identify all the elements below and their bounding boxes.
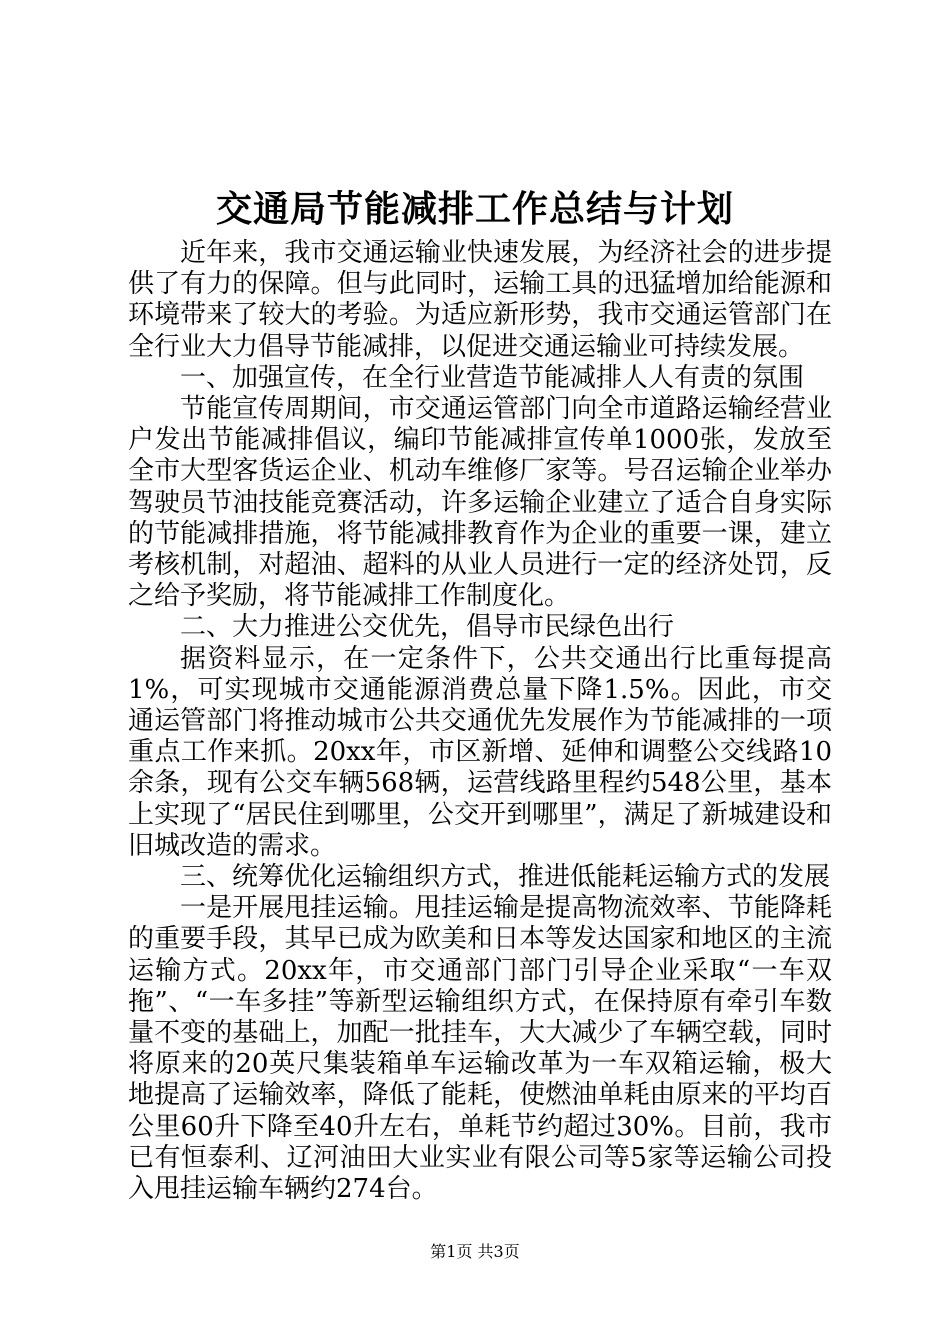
section-heading-2: 二、大力推进公交优先，倡导市民绿色出行 [180,612,675,643]
paragraph-intro: 近年来，我市交通运输业快速发展，为经济社会的进步提供了有力的保障。但与此同时，运输工具的迅猛增加给能源和环境带来了较大的考验。为适应新形势，我市交通运管部门在全行业大力倡导节能减排，以促进交通运输业可持续发展。 [128,238,832,362]
paragraph-section-3: 一是开展甩挂运输。甩挂运输是提高物流效率、节能降耗的重要手段，其早已成为欧美和日本等发达国家和地区的主流运输方式。20xx年，市交通部门部门引导企业采取“一车双拖”、“一车多挂”等新型运输组织方式，在保持原有牵引车数量不变的基础上，加配一批挂车，大大减少了车辆空载，同时将原来的20英尺集装箱单车运输改革为一车双箱运输，极大地提高了运输效率，降低了能耗，使燃油单耗由原来的平均百公里60升下降至40升左右，单耗节约超过30%。目前，我市已有恒泰利、辽河油田大业实业有限公司等5家等运输公司投入甩挂运输车辆约274台。 [128,893,832,1205]
paragraph-section-1: 节能宣传周期间，市交通运管部门向全市道路运输经营业户发出节能减排倡议，编印节能减排宣传单1000张，发放至全市大型客货运企业、机动车维修厂家等。号召运输企业举办驾驶员节油技能竞赛活动，许多运输企业建立了适合自身实际的节能减排措施，将节能减排教育作为企业的重要一课，建立考核机制，对超油、超料的从业人员进行一定的经济处罚，反之给予奖励，将节能减排工作制度化。 [128,394,832,612]
section-heading-1: 一、加强宣传，在全行业营造节能减排人人有责的氛围 [180,362,805,393]
section-heading-3: 三、统筹优化运输组织方式，推进低能耗运输方式的发展 [180,862,831,893]
paragraph-section-2: 据资料显示，在一定条件下，公共交通出行比重每提高1%，可实现城市交通能源消费总量下降1.5%。因此，市交通运管部门将推动城市公共交通优先发展作为节能减排的一项重点工作来抓。20xx年，市区新增、延伸和调整公交线路10余条，现有公交车辆568辆，运营线路里程约548公里，基本上实现了“居民住到哪里，公交开到哪里”，满足了新城建设和旧城改造的需求。 [128,643,832,861]
page-footer: 第1页 共3页 [430,1242,520,1261]
document-body [128,238,832,1205]
document-title: 交通局节能减排工作总结与计划 [215,188,734,230]
